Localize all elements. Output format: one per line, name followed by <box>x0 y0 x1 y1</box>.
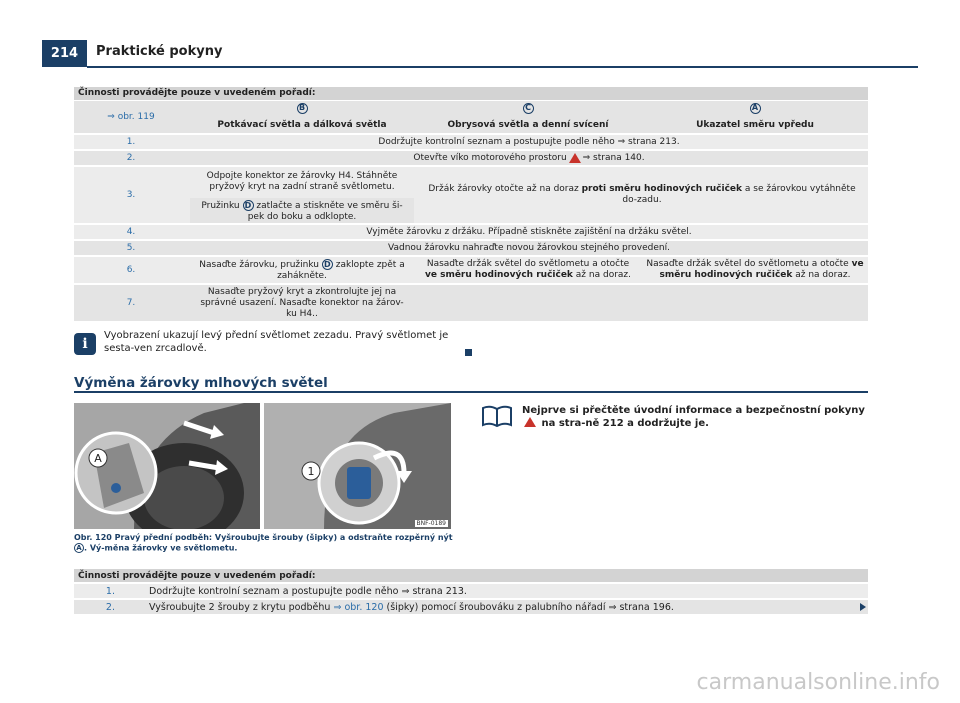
warning-icon <box>524 417 536 427</box>
figure-caption: Obr. 120 Pravý přední podběh: Vyšroubujte šrouby (šipky) a odstraňte rozpěrný nýt A . Vý-měna žárovky ve světlometu. <box>74 533 453 553</box>
step-text: Dodržujte kontrolní seznam a postupujte podle něho ⇒ strana 213. <box>378 136 680 147</box>
step-number: 5. <box>126 242 136 253</box>
figure-fog-light <box>74 403 451 529</box>
fog-light-illustration <box>74 403 451 529</box>
step-text: Vyjměte žárovku z držáku. Případně stiskněte zajištění na držáku světel. <box>366 226 692 237</box>
table-row <box>74 241 868 255</box>
step-number: 2. <box>105 601 115 613</box>
step-text: Nasaďte držák světel do světlometu a otočte ve směru hodinových ručiček až na doraz. <box>646 259 864 280</box>
figure-reference-code: BNF-0189 <box>416 520 446 527</box>
step-number: 7. <box>126 297 136 308</box>
table-heading: Činnosti provádějte pouze v uvedeném pořadí: <box>78 88 316 98</box>
table-row <box>74 225 868 239</box>
figure-120-link[interactable]: ⇒ obr. 120 <box>333 601 384 613</box>
warning-icon <box>569 153 581 163</box>
section-title: Výměna žárovky mlhových světel <box>74 375 328 391</box>
book-icon <box>481 405 513 427</box>
note-text: Vyobrazení ukazují levý přední světlomet zezadu. Pravý světlomet je sesta-ven zrcadlově. <box>104 330 449 354</box>
spring-d-marker: D <box>243 200 254 211</box>
step-number: 1. <box>126 136 136 147</box>
column-header-row <box>74 101 868 133</box>
watermark: carmanualsonline.info <box>696 670 940 695</box>
step-text: Dodržujte kontrolní seznam a postupujte podle něho ⇒ strana 213. <box>149 585 467 597</box>
page-title: Praktické pokyny <box>96 44 223 59</box>
column-header-parking-daytime: Obrysová světla a denní svícení <box>447 119 609 130</box>
table-row <box>74 135 868 149</box>
table-heading-row <box>74 569 868 582</box>
table-heading: Činnosti provádějte pouze v uvedeném pořadí: <box>78 570 316 581</box>
step-text: Nasaďte držák světel do světlometu a otočte ve směru hodinových ručiček až na doraz. <box>424 259 631 280</box>
table-row <box>74 151 868 165</box>
step-text: Nasaďte pryžový kryt a zkontrolujte jej na správné usazení. Nasaďte konektor na žárov-ku H4.. <box>200 286 404 319</box>
info-icon: i <box>74 333 96 355</box>
step-text: Vyšroubujte 2 šrouby z krytu podběhu ⇒ obr. 120 (šipky) pomocí šroubováku z palubního nářadí ⇒ strana 196. <box>149 601 674 613</box>
column-letter-a: A <box>642 101 868 115</box>
step-number: 3. <box>126 189 136 200</box>
figure-label-a: A <box>94 452 102 465</box>
page-number: 214 <box>42 40 87 67</box>
column-letter-b: B <box>190 101 414 115</box>
safety-info-text: Nejprve si přečtěte úvodní informace a bezpečnostní pokyny na stra-ně 212 a dodržujte je. <box>522 405 865 429</box>
step-text: Odpojte konektor ze žárovky H4. Stáhněte pryžový kryt na zadní straně světlometu. <box>206 171 398 192</box>
table-row <box>74 285 868 321</box>
figure-reference-link[interactable]: ⇒ obr. 119 <box>107 111 155 122</box>
step-text: Držák žárovky otočte až na doraz proti směru hodinových ručiček a se žárovkou vytáhněte do-zadu. <box>428 184 856 205</box>
table-row <box>74 584 868 598</box>
table-row <box>74 257 868 283</box>
table-row <box>74 600 868 614</box>
step-number: 4. <box>126 226 136 237</box>
section-end-marker <box>465 349 472 356</box>
column-header-turn-signal: Ukazatel směru vpředu <box>696 119 814 130</box>
spring-d-marker: D <box>322 259 333 270</box>
section-divider <box>74 391 868 393</box>
figure-label-1: 1 <box>307 465 315 478</box>
header-divider <box>87 66 918 68</box>
table-heading-row <box>74 87 868 100</box>
step-number: 2. <box>126 152 136 163</box>
step-number: 6. <box>126 264 136 275</box>
step-text: Vadnou žárovku nahraďte novou žárovkou stejného provedení. <box>388 242 670 253</box>
step-number: 1. <box>105 585 115 597</box>
page-header <box>0 0 960 70</box>
column-header-low-high-beam: Potkávací světla a dálková světla <box>217 119 387 130</box>
step-text: Otevřte víko motorového prostoru ⇒ strana 140. <box>413 152 645 163</box>
table-row <box>74 167 868 223</box>
step-text: Nasaďte žárovku, pružinku D zaklopte zpět a zahákněte. <box>199 259 405 281</box>
rivet-a-marker: A <box>74 543 84 553</box>
step-text: Pružinku D zatlačte a stiskněte ve směru ši-pek do boku a odklopte. <box>190 198 414 223</box>
info-note <box>74 329 474 363</box>
column-letter-c: C <box>416 101 640 115</box>
continue-arrow-icon <box>860 603 866 611</box>
